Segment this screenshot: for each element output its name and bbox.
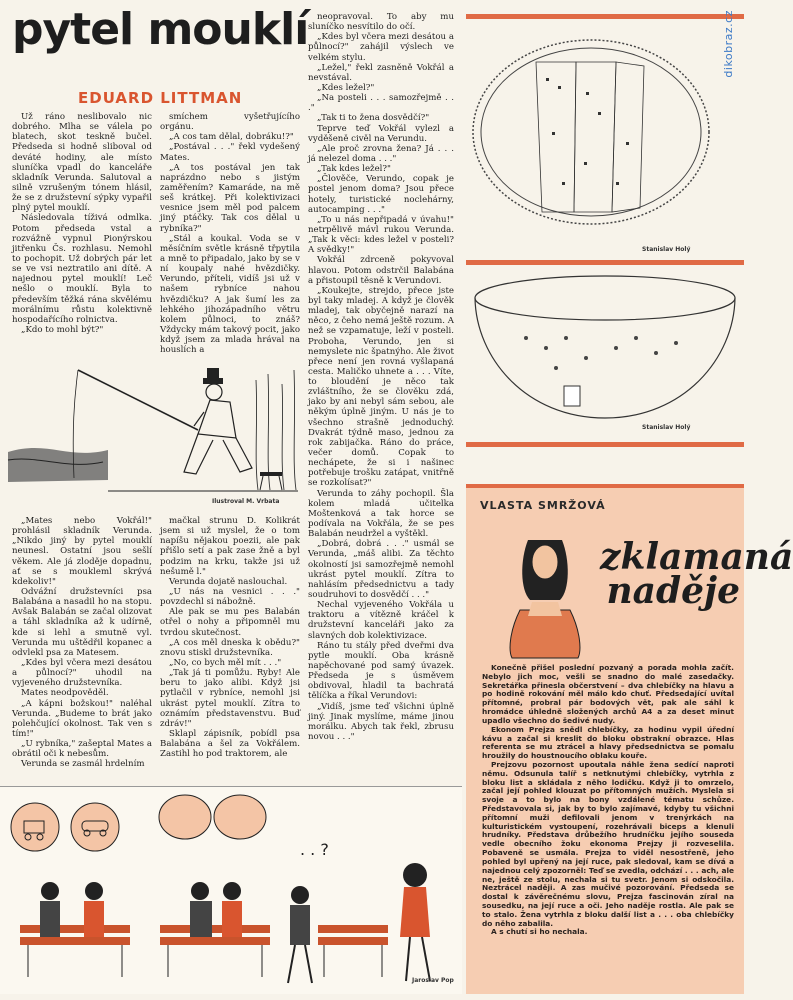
paragraph: Verunda to záhy pochopil. Šla kolem mladá učitelka Moštenková a tak horce se podívala na Vokřála, že se pes Balabán neudržel a vyštěkl. bbox=[308, 488, 454, 540]
paragraph: „Dobrá, dobrá . . ." usmál se Verunda, „máš alibi. Za těchto okolností jsi samozřejmě nemohl ukrást pytel mouklí. Zítra to nahlásím předsednictvu a tady soudruhovi to dosvědčí . . ." bbox=[308, 539, 454, 601]
comic-panel-1 bbox=[11, 803, 130, 977]
divider-bar bbox=[466, 260, 744, 265]
paragraph: „A tos postával jen tak naprázdno nebo s jistým zaměřením? Kamaráde, na mě seš krátkej. Při kolektivizaci vesnice jsem měl pod palcem jiný ptáčky. Tak cos dělal u rybníka?" bbox=[160, 162, 300, 234]
paragraph: „U rybníka," zašeptal Mates a obrátil oči k nebesům. bbox=[12, 739, 152, 760]
paragraph: Ale pak se mu pes Balabán otřel o nohy a připomněl mu tvrdou skutečnost. bbox=[160, 607, 300, 638]
illustration-credit: Stanislav Holý bbox=[642, 424, 691, 431]
paragraph: Teprve teď Vokřál vylezl a vyděšeně civěl na Verundu. bbox=[308, 123, 454, 144]
paragraph: „Kdes ležel?" bbox=[317, 82, 375, 93]
paragraph: Ekonom Prejza snědl chlebíčky, za hodinu vypil úřední kávu a začal si kreslit do bloku obstrakní obrazce. Hlas referenta se mu ztrácel a hlavy předsednictva se pomalu hroužily do houstnoucího oblaku kouře. bbox=[482, 724, 734, 761]
divider-bar bbox=[466, 442, 744, 447]
article-author: EDUARD LITTMAN bbox=[78, 89, 243, 107]
sidebar-story-title bbox=[600, 536, 793, 613]
column-2-bottom bbox=[160, 516, 300, 778]
paragraph: Mates neodpověděl. bbox=[21, 688, 109, 699]
paragraph: „A kápni božskou!" naléhal Verunda. „Budeme to brát jako polehčující okolnost. Tak ven s tím!" bbox=[12, 698, 152, 739]
column-3 bbox=[308, 12, 454, 777]
paragraph: „A cos měl dneska k obědu?" znovu stiskl družstevníka. bbox=[160, 637, 300, 658]
svg-text:. . ?: . . ? bbox=[300, 840, 329, 859]
paragraph: Odvážní družstevníci psa Balabána a nasadil ho na stopu. Avšak Balabán se začal olizovat a táhl skladníka až k udírně, kde si lehl a smutně vyl. Verunda mu uštědřil kopanec a odvlekl psa za Matesem. bbox=[12, 586, 152, 658]
paragraph: Už ráno neslibovalo nic dobrého. Mlha se válela po blatech, skot teskně bučel. Předseda si hodně sliboval od deváté hodiny, ale místo sluníčka vpadl do kanceláře skladník Verunda. Salutoval a silně vzrušeným tónem hlásil, že se z družstevní sýpky vypařil plný pytel mouklí. bbox=[12, 112, 152, 214]
illustration-credit: Ilustroval M. Vrbata bbox=[212, 498, 280, 505]
paragraph: „Ležel," řekl zasněně Vokřál a nevstával. bbox=[308, 62, 454, 83]
illustration-credit: Stanislav Holý bbox=[642, 246, 691, 253]
paragraph: Verunda dojatě naslouchal. bbox=[169, 576, 288, 587]
paragraph: „Člověče, Verundo, copak je postel jenom doma? Jsou přece hotely, turistické noclehárny, autocamping . . ." bbox=[308, 174, 454, 215]
paragraph: „To u nás nepřipadá v úvahu!" netrpělivě mávl rukou Verunda. „Tak k věci: kdes ležel v posteli? A svědky!" bbox=[308, 214, 454, 256]
paragraph: mačkal strunu D. Kolikrát jsem si už myslel, že o tom napíšu nějakou poezii, ale pak přišlo setí a pak zase žně a byl podzim na krku, takže jsi už nešumě l." bbox=[160, 516, 300, 577]
sidebar-story-author: VLASTA SMRŽOVÁ bbox=[480, 499, 606, 512]
article-title: pytel mouklí bbox=[12, 4, 309, 55]
paragraph: Vokřál zdrceně pokyvoval hlavou. Potom odstrčil Balabána a přistoupil těsně k Verundovi. bbox=[308, 255, 454, 286]
paragraph: „Kdes byl včera mezi desátou a půlnocí?" zahájil výslech ve velkém stylu. bbox=[308, 32, 454, 63]
sidebar-story-text bbox=[482, 664, 734, 990]
paragraph: „Stál a koukal. Voda se v měsíčním světle krásně třpytila a mně to připadalo, jako by se v ní koupaly nahé hvězdičky. Verundo, příteli, vidíš jsi už v našem rybníce nahou hvězdičku? A jak šumí les za lehkého jihozápadního větru kolem půlnoci, to znáš? Vždycky mám takový pocit, jako když jsem za mlada hrával na houslích a bbox=[160, 233, 300, 356]
column-1-top bbox=[12, 112, 152, 358]
paragraph: „No, co bych měl mít . . ." bbox=[169, 657, 282, 668]
divider-bar bbox=[466, 14, 744, 19]
comic-panel-3 bbox=[288, 840, 430, 983]
paragraph: Sklapl zápisník, pobídl psa Balabána a šel za Vokřálem. Zastihl ho pod traktorem, ale bbox=[160, 728, 300, 760]
title-line-1: zklamaná bbox=[600, 536, 793, 578]
paragraph: Prejzovu pozornost upoutala náhle žena sedící naproti němu. Odsunula talíř s netknutými chlebíčky, vytrhla z bloku list a skládala z něho lodičku. Když ji to omrzelo, začal její pohled klouzat po přítomných mužích. Myslela si svoje a to bylo na bony vzdálené tématu schůze. Představovala si, jak by to bylo zajímavé, kdyby tu všichni přítomní muži defilovali jenom v trenýrkách na kulturistickém vystoupení, rozehrávali biceps a klenuli hrudníky. Představa drůbežího hrudníčku jejího souseda vedle obecního žoku ekonoma Prejzy ji rozveselila. Pobaveně se usmála. Prejza to viděl nesostřeně, jeho pohled byl upřený na její ruce, pak sledoval, kam se dívá a najednou celý zpozorněl: Teď se zvedla, odchází . . . ach, ale ne, ještě ze stolu, nechala si tu svetr. Jenom si odskočila. Neztrácel naději. A zas mučivé pozorování. Předseda se dostal k závěrečnému slovu, Prejza fascinován zíral na sousedku, na její ruce a oči. Jeho naděje rostla. Ale pak se to stalo. Žena vytrhla z bloku další list a . . . oba chlebíčky do něho zabalila. bbox=[482, 759, 734, 928]
comic-panel-2 bbox=[159, 795, 270, 977]
column-2-top bbox=[160, 112, 300, 360]
paragraph: Ráno tu stály před dveřmi dva pytle mouklí. Oba krásně napěchované pod samý úvazek. Předseda je s úsměvem obdivoval, hladil ta bachratá tělíčka a říkal Verundovi: bbox=[308, 640, 454, 702]
paragraph: Následovala tíživá odmlka. Potom předseda vstal a rozvážně vypnul Pionýrskou jitřenku Čs. rozhlasu. Nemohl to pochopit. Už dobrých pár let se ve vsi neztratilo ani dítě. A najednou pytel mouklí! Leč nešlo o mouklí. Byla to především těžká rána skvělému morálnímu růstu kolektivně hospodařícího rolnictva. bbox=[12, 213, 152, 325]
paragraph: smíchem vyšetřujícího orgánu. bbox=[160, 112, 300, 133]
paragraph: „Vidíš, jsme teď všichni úplně jiný. Jinak myslíme, máme jinou morálku. Abych tak řekl, zbrusu novou . . ." bbox=[308, 701, 454, 742]
column-1-bottom bbox=[12, 516, 152, 778]
title-line-2: naděje bbox=[606, 570, 740, 613]
woman-portrait bbox=[490, 520, 600, 660]
site-watermark: dikobraz.cz bbox=[722, 10, 735, 78]
paragraph: „Kdo to mohl být?" bbox=[21, 324, 104, 335]
paragraph: „Tak ti to žena dosvědčí?" bbox=[317, 113, 430, 124]
paragraph: „Ale proč zrovna žena? Já . . . já nelezel doma . . ." bbox=[308, 143, 454, 164]
paragraph: Nechal vyjeveného Vokřála u traktoru a vítězně kráčel k družstevní kanceláři jako za slavných dob kolektivizace. bbox=[308, 600, 454, 641]
train-cartoon bbox=[466, 22, 716, 254]
paragraph: Konečně přišel poslední pozvaný a porada mohla začít. Nebylo jich moc, vešli se snadno do malé zasedačky. Sekretářka přinesla občerstvení – dva chlebíčky na hlavu a po hodině rokování měl málo kdo chuť. Předsedající uvítal přítomné, probral pár bodových vět, pak ale sáhl k hromádce úhledně složených archů A4 a za deset minut upadlo všechno do šedivé nudy. bbox=[482, 663, 734, 725]
paragraph: „U nás na vesnici . . ." povzdechl si nábožně. bbox=[160, 586, 300, 608]
paragraph: „Mates nebo Vokřál!" prohlásil skladník Verunda. „Nikdo jiný by pytel mouklí neunesl. Ostatní jsou sešlí věkem. Ale já zloděje dopadnu, ať se s moukleml skrývá kdekoliv!" bbox=[12, 516, 152, 587]
paragraph: „Na posteli . . . samozřejmě . . ." bbox=[308, 93, 454, 114]
paragraph: „Tak já ti pomůžu. Ryby! Ale beru to jako alibi. Když jsi pytlačil v rybníce, nemohl jsi ukrást pytel mouklí. Zítra to oznámím představenstvu. Buď zdráv!" bbox=[160, 668, 300, 729]
paragraph: A s chutí si ho nechala. bbox=[491, 927, 588, 937]
paragraph: „Postával . . ." řekl vydešený Mates. bbox=[160, 142, 300, 163]
hat-cartoon bbox=[466, 268, 744, 436]
illustration-credit: Jaroslav Pop bbox=[412, 977, 454, 984]
benches-comic bbox=[0, 786, 462, 994]
paragraph: „Koukejte, strejdo, přece jste byl taky mladej. A když je člověk mladej, tak obyčejně narazí na něco, z čeho nemá ještě rozum. A než se vzpamatuje, leží v posteli. Proboha, Verundo, jen si nemyslete nic špatnýho. Ale život přece není jen rovná vyšlapaná cesta. Maličko uhnete a . . . Víte, to bloudění je něco tak zvláštního, že se člověku zdá, jako by ani nebyl sám sebou, ale někým úplně jiným. U nás je to všechno strašně jednoduchý. Dvakrát týdně maso, jednou za rok zabijačka. Ráno do práce, večer domů. Copak to nechápete, že si i našinec potřebuje trošku zatápat, vnitřně se rozkolísat?" bbox=[308, 285, 454, 489]
paragraph: neopravoval. To aby mu sluníčko nesvítilo do očí. bbox=[308, 12, 454, 33]
fishing-illustration bbox=[8, 360, 304, 510]
paragraph: „Kdes byl včera mezi desátou a půlnocí?" uhodil na vyjeveného družstevníka. bbox=[12, 657, 152, 689]
paragraph: „A cos tam dělal, dobráku!?" bbox=[169, 132, 294, 143]
paragraph: „Tak kdes ležel?" bbox=[317, 164, 391, 175]
paragraph: Verunda se zasmál hrdelním bbox=[21, 759, 145, 770]
